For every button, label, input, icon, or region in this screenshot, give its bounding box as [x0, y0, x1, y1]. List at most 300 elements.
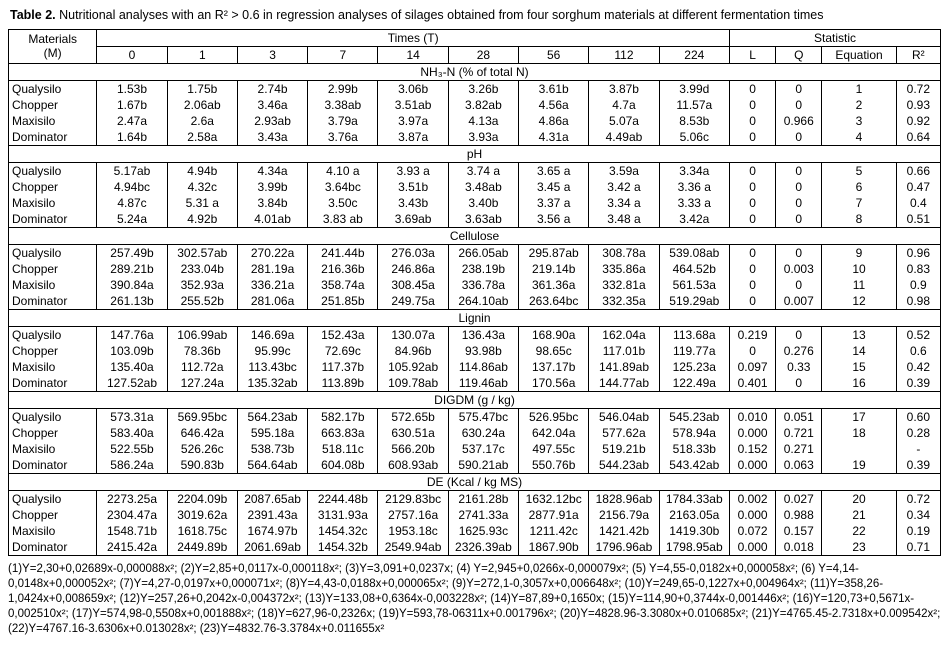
- cell-stat-l: 0.000: [729, 457, 775, 474]
- table-row: [9, 457, 941, 474]
- cell-value: 522.55b: [97, 441, 167, 457]
- cell-stat-l: 0: [729, 211, 775, 228]
- cell-value: 595.18a: [237, 425, 307, 441]
- cell-value: 2877.91a: [519, 507, 589, 523]
- table-row: [9, 195, 941, 211]
- cell-value: 4.94b: [167, 162, 237, 179]
- section-title-row: [9, 473, 941, 490]
- caption-text: Nutritional analyses with an R² > 0.6 in regression analyses of silages obtained from four sorghum materials at different fermentation times: [55, 8, 824, 22]
- header-time-28: 28: [448, 46, 518, 63]
- cell-value: 276.03a: [378, 244, 448, 261]
- cell-stat-l: 0.002: [729, 490, 775, 507]
- cell-stat-l: 0: [729, 293, 775, 310]
- header-time-3: 3: [237, 46, 307, 63]
- cell-value: 3.37 a: [519, 195, 589, 211]
- cell-value: 630.51a: [378, 425, 448, 441]
- header-time-1: 1: [167, 46, 237, 63]
- cell-value: 3.87a: [378, 129, 448, 146]
- cell-value: 3.50c: [308, 195, 378, 211]
- cell-value: 113.43bc: [237, 359, 307, 375]
- cell-value: 3.74 a: [448, 162, 518, 179]
- section-title: Cellulose: [9, 227, 941, 244]
- cell-stat-q: 0.027: [776, 490, 822, 507]
- cell-value: 117.01b: [589, 343, 659, 359]
- cell-value: 3019.62a: [167, 507, 237, 523]
- cell-stat-eq: 3: [822, 113, 896, 129]
- table-row: [9, 375, 941, 392]
- cell-value: 2156.79a: [589, 507, 659, 523]
- cell-value: 3.87b: [589, 80, 659, 97]
- table-row: [9, 343, 941, 359]
- cell-value: 2129.83bc: [378, 490, 448, 507]
- cell-stat-r2: 0.96: [896, 244, 940, 261]
- cell-value: 146.69a: [237, 326, 307, 343]
- cell-value: 3.26b: [448, 80, 518, 97]
- cell-stat-eq: 22: [822, 523, 896, 539]
- cell-stat-q: 0: [776, 162, 822, 179]
- cell-value: 564.23ab: [237, 408, 307, 425]
- cell-value: 3.51ab: [378, 97, 448, 113]
- cell-value: 663.83a: [308, 425, 378, 441]
- cell-value: 578.94a: [659, 425, 729, 441]
- cell-value: 168.90a: [519, 326, 589, 343]
- cell-stat-r2: 0.92: [896, 113, 940, 129]
- header-time-224: 224: [659, 46, 729, 63]
- cell-stat-q: 0.276: [776, 343, 822, 359]
- cell-value: 336.21a: [237, 277, 307, 293]
- cell-value: 1796.96ab: [589, 539, 659, 556]
- cell-value: 2304.47a: [97, 507, 167, 523]
- cell-value: 3.38ab: [308, 97, 378, 113]
- cell-value: 1953.18c: [378, 523, 448, 539]
- cell-stat-l: 0: [729, 343, 775, 359]
- cell-value: 3.79a: [308, 113, 378, 129]
- cell-stat-q: 0.721: [776, 425, 822, 441]
- cell-value: 3.65 a: [519, 162, 589, 179]
- cell-value: 358.74a: [308, 277, 378, 293]
- table-row: [9, 490, 941, 507]
- cell-value: 125.23a: [659, 359, 729, 375]
- cell-value: 630.24a: [448, 425, 518, 441]
- header-materials-label: Materials: [28, 32, 78, 47]
- cell-value: 518.33b: [659, 441, 729, 457]
- cell-value: 518.11c: [308, 441, 378, 457]
- cell-value: 1211.42c: [519, 523, 589, 539]
- cell-value: 5.06c: [659, 129, 729, 146]
- cell-stat-eq: 7: [822, 195, 896, 211]
- cell-stat-q: 0.157: [776, 523, 822, 539]
- cell-stat-l: 0: [729, 195, 775, 211]
- cell-stat-l: 0: [729, 113, 775, 129]
- cell-value: 3.36 a: [659, 179, 729, 195]
- cell-stat-q: 0.007: [776, 293, 822, 310]
- cell-value: 539.08ab: [659, 244, 729, 261]
- cell-value: 113.89b: [308, 375, 378, 392]
- cell-value: 4.49ab: [589, 129, 659, 146]
- cell-stat-r2: 0.9: [896, 277, 940, 293]
- cell-value: 127.24a: [167, 375, 237, 392]
- cell-stat-r2: 0.66: [896, 162, 940, 179]
- cell-value: 3.64bc: [308, 179, 378, 195]
- cell-value: 352.93a: [167, 277, 237, 293]
- cell-value: 2.99b: [308, 80, 378, 97]
- table-row: [9, 441, 941, 457]
- cell-value: 361.36a: [519, 277, 589, 293]
- cell-stat-q: 0.271: [776, 441, 822, 457]
- cell-stat-r2: 0.72: [896, 490, 940, 507]
- cell-value: 152.43a: [308, 326, 378, 343]
- cell-value: 583.40a: [97, 425, 167, 441]
- row-material: Chopper: [9, 507, 97, 523]
- cell-value: 2326.39ab: [448, 539, 518, 556]
- cell-stat-r2: 0.19: [896, 523, 940, 539]
- cell-value: 519.29ab: [659, 293, 729, 310]
- row-material: Maxisilo: [9, 277, 97, 293]
- cell-value: 572.65b: [378, 408, 448, 425]
- cell-value: 5.31 a: [167, 195, 237, 211]
- cell-value: 538.73b: [237, 441, 307, 457]
- cell-value: 3.97a: [378, 113, 448, 129]
- cell-stat-r2: 0.6: [896, 343, 940, 359]
- cell-value: 302.57ab: [167, 244, 237, 261]
- cell-value: 4.87c: [97, 195, 167, 211]
- cell-value: 141.89ab: [589, 359, 659, 375]
- cell-stat-q: 0.988: [776, 507, 822, 523]
- cell-value: 4.34a: [237, 162, 307, 179]
- cell-value: 526.26c: [167, 441, 237, 457]
- cell-stat-eq: 20: [822, 490, 896, 507]
- cell-stat-l: 0.219: [729, 326, 775, 343]
- cell-stat-q: 0: [776, 211, 822, 228]
- cell-value: 3.56 a: [519, 211, 589, 228]
- cell-value: 112.72a: [167, 359, 237, 375]
- cell-value: 497.55c: [519, 441, 589, 457]
- cell-stat-r2: 0.34: [896, 507, 940, 523]
- cell-value: 5.07a: [589, 113, 659, 129]
- cell-value: 2.58a: [167, 129, 237, 146]
- cell-value: 264.10ab: [448, 293, 518, 310]
- cell-stat-eq: 5: [822, 162, 896, 179]
- row-material: Qualysilo: [9, 244, 97, 261]
- row-material: Chopper: [9, 179, 97, 195]
- cell-stat-eq: 13: [822, 326, 896, 343]
- cell-value: 136.43a: [448, 326, 518, 343]
- cell-stat-q: 0: [776, 244, 822, 261]
- section-title-row: [9, 391, 941, 408]
- cell-value: 2415.42a: [97, 539, 167, 556]
- cell-value: 130.07a: [378, 326, 448, 343]
- cell-value: 1421.42b: [589, 523, 659, 539]
- cell-value: 105.92ab: [378, 359, 448, 375]
- cell-stat-l: 0: [729, 97, 775, 113]
- cell-value: 5.24a: [97, 211, 167, 228]
- cell-stat-eq: 18: [822, 425, 896, 441]
- cell-value: 119.77a: [659, 343, 729, 359]
- table-row: [9, 277, 941, 293]
- cell-value: 335.86a: [589, 261, 659, 277]
- cell-stat-r2: -: [896, 441, 940, 457]
- row-material: Qualysilo: [9, 326, 97, 343]
- cell-stat-l: 0: [729, 80, 775, 97]
- row-material: Chopper: [9, 97, 97, 113]
- cell-value: 2161.28b: [448, 490, 518, 507]
- cell-stat-q: 0: [776, 179, 822, 195]
- row-material: Dominator: [9, 129, 97, 146]
- cell-value: 2549.94ab: [378, 539, 448, 556]
- cell-value: 266.05ab: [448, 244, 518, 261]
- cell-stat-r2: 0.4: [896, 195, 940, 211]
- table-row: [9, 162, 941, 179]
- data-table: [8, 29, 941, 556]
- header-times: Times (T): [97, 29, 730, 46]
- cell-stat-q: 0.966: [776, 113, 822, 129]
- cell-value: 3.46a: [237, 97, 307, 113]
- cell-stat-eq: 2: [822, 97, 896, 113]
- cell-stat-l: 0.072: [729, 523, 775, 539]
- cell-value: 270.22a: [237, 244, 307, 261]
- table-row: [9, 80, 941, 97]
- table-row: [9, 523, 941, 539]
- table-row: [9, 359, 941, 375]
- row-material: Dominator: [9, 539, 97, 556]
- cell-value: 4.10 a: [308, 162, 378, 179]
- cell-value: 4.13a: [448, 113, 518, 129]
- cell-value: 4.31a: [519, 129, 589, 146]
- cell-value: 4.92b: [167, 211, 237, 228]
- cell-value: 336.78a: [448, 277, 518, 293]
- cell-value: 642.04a: [519, 425, 589, 441]
- cell-value: 308.45a: [378, 277, 448, 293]
- cell-stat-r2: 0.39: [896, 375, 940, 392]
- table-header: [9, 29, 941, 63]
- cell-value: 2.6a: [167, 113, 237, 129]
- cell-value: 3.43a: [237, 129, 307, 146]
- table-row: [9, 179, 941, 195]
- row-material: Chopper: [9, 425, 97, 441]
- cell-stat-eq: 4: [822, 129, 896, 146]
- cell-value: 4.56a: [519, 97, 589, 113]
- cell-stat-q: 0: [776, 195, 822, 211]
- cell-value: 3.43b: [378, 195, 448, 211]
- cell-value: 544.23ab: [589, 457, 659, 474]
- cell-value: 590.83b: [167, 457, 237, 474]
- cell-value: 464.52b: [659, 261, 729, 277]
- cell-value: 170.56a: [519, 375, 589, 392]
- section-title: pH: [9, 145, 941, 162]
- cell-value: 3.34 a: [589, 195, 659, 211]
- cell-stat-r2: 0.51: [896, 211, 940, 228]
- table-row: [9, 97, 941, 113]
- cell-stat-l: 0: [729, 244, 775, 261]
- cell-value: 3.84b: [237, 195, 307, 211]
- cell-value: 1674.97b: [237, 523, 307, 539]
- cell-value: 3.42 a: [589, 179, 659, 195]
- cell-value: 251.85b: [308, 293, 378, 310]
- cell-value: 2.93ab: [237, 113, 307, 129]
- table-row: [9, 507, 941, 523]
- cell-value: 608.93ab: [378, 457, 448, 474]
- table-row: [9, 129, 941, 146]
- cell-value: 545.23ab: [659, 408, 729, 425]
- row-material: Maxisilo: [9, 359, 97, 375]
- cell-value: 4.86a: [519, 113, 589, 129]
- caption-label: Table 2.: [10, 8, 56, 22]
- cell-value: 573.31a: [97, 408, 167, 425]
- cell-stat-l: 0: [729, 277, 775, 293]
- cell-value: 162.04a: [589, 326, 659, 343]
- cell-value: 3.93a: [448, 129, 518, 146]
- cell-value: 113.68a: [659, 326, 729, 343]
- cell-value: 1632.12bc: [519, 490, 589, 507]
- header-time-112: 112: [589, 46, 659, 63]
- cell-value: 103.09b: [97, 343, 167, 359]
- cell-value: 2204.09b: [167, 490, 237, 507]
- cell-value: 586.24a: [97, 457, 167, 474]
- header-stat-equation: Equation: [822, 46, 896, 63]
- section-title: Lignin: [9, 309, 941, 326]
- cell-stat-eq: 15: [822, 359, 896, 375]
- row-material: Maxisilo: [9, 523, 97, 539]
- cell-value: 216.36b: [308, 261, 378, 277]
- cell-value: 550.76b: [519, 457, 589, 474]
- cell-value: 2391.43a: [237, 507, 307, 523]
- cell-value: 2244.48b: [308, 490, 378, 507]
- row-material: Dominator: [9, 211, 97, 228]
- header-stat-r2: R²: [896, 46, 940, 63]
- cell-value: 3.33 a: [659, 195, 729, 211]
- cell-stat-q: 0.063: [776, 457, 822, 474]
- cell-value: 646.42a: [167, 425, 237, 441]
- header-time-56: 56: [519, 46, 589, 63]
- cell-value: 3.45 a: [519, 179, 589, 195]
- cell-value: 3.42a: [659, 211, 729, 228]
- cell-stat-r2: 0.93: [896, 97, 940, 113]
- cell-stat-r2: 0.47: [896, 179, 940, 195]
- cell-value: 2.47a: [97, 113, 167, 129]
- cell-value: 2741.33a: [448, 507, 518, 523]
- cell-value: 3.76a: [308, 129, 378, 146]
- cell-value: 2757.16a: [378, 507, 448, 523]
- cell-stat-eq: 14: [822, 343, 896, 359]
- cell-value: 109.78ab: [378, 375, 448, 392]
- cell-value: 1.53b: [97, 80, 167, 97]
- cell-value: 147.76a: [97, 326, 167, 343]
- cell-value: 233.04b: [167, 261, 237, 277]
- table-row: [9, 293, 941, 310]
- cell-stat-l: 0.000: [729, 507, 775, 523]
- cell-value: 281.19a: [237, 261, 307, 277]
- cell-value: 249.75a: [378, 293, 448, 310]
- cell-stat-l: 0.010: [729, 408, 775, 425]
- cell-value: 93.98b: [448, 343, 518, 359]
- cell-stat-l: 0.000: [729, 425, 775, 441]
- cell-stat-eq: 8: [822, 211, 896, 228]
- cell-stat-q: 0: [776, 277, 822, 293]
- cell-stat-q: 0.018: [776, 539, 822, 556]
- row-material: Chopper: [9, 261, 97, 277]
- cell-stat-l: 0.097: [729, 359, 775, 375]
- table-row: [9, 211, 941, 228]
- cell-value: 95.99c: [237, 343, 307, 359]
- cell-value: 5.17ab: [97, 162, 167, 179]
- cell-value: 566.20b: [378, 441, 448, 457]
- cell-stat-eq: 21: [822, 507, 896, 523]
- cell-value: 98.65c: [519, 343, 589, 359]
- cell-value: 2273.25a: [97, 490, 167, 507]
- cell-stat-l: 0: [729, 179, 775, 195]
- cell-value: 1828.96ab: [589, 490, 659, 507]
- cell-value: 3.61b: [519, 80, 589, 97]
- cell-value: 1454.32b: [308, 539, 378, 556]
- cell-value: 575.47bc: [448, 408, 518, 425]
- cell-stat-q: 0: [776, 326, 822, 343]
- table-row: [9, 326, 941, 343]
- cell-value: 4.7a: [589, 97, 659, 113]
- cell-value: 3.59a: [589, 162, 659, 179]
- cell-stat-eq: 12: [822, 293, 896, 310]
- row-material: Maxisilo: [9, 113, 97, 129]
- cell-value: 127.52ab: [97, 375, 167, 392]
- cell-value: 543.42ab: [659, 457, 729, 474]
- row-material: Dominator: [9, 457, 97, 474]
- row-material: Chopper: [9, 343, 97, 359]
- section-title: NH₃-N (% of total N): [9, 63, 941, 80]
- cell-stat-r2: 0.83: [896, 261, 940, 277]
- table-row: [9, 113, 941, 129]
- cell-value: 289.21b: [97, 261, 167, 277]
- cell-stat-l: 0: [729, 129, 775, 146]
- cell-value: 2.74b: [237, 80, 307, 97]
- cell-value: 3.69ab: [378, 211, 448, 228]
- cell-stat-eq: 6: [822, 179, 896, 195]
- table-caption: [10, 8, 941, 24]
- cell-value: 3.51b: [378, 179, 448, 195]
- cell-value: 246.86a: [378, 261, 448, 277]
- cell-value: 119.46ab: [448, 375, 518, 392]
- cell-stat-r2: 0.28: [896, 425, 940, 441]
- cell-stat-eq: 10: [822, 261, 896, 277]
- table-row: [9, 408, 941, 425]
- cell-value: 526.95bc: [519, 408, 589, 425]
- cell-stat-eq: 11: [822, 277, 896, 293]
- cell-value: 4.32c: [167, 179, 237, 195]
- cell-stat-q: 0.003: [776, 261, 822, 277]
- header-time-14: 14: [378, 46, 448, 63]
- cell-stat-eq: [822, 441, 896, 457]
- header-materials: [9, 29, 97, 63]
- cell-value: 1.67b: [97, 97, 167, 113]
- cell-value: 4.01ab: [237, 211, 307, 228]
- equations-block: (1)Y=2,30+0,02689x-0,000088x²; (2)Y=2,85+0,0117x-0,000118x²; (3)Y=3,091+0,0237x; (4) Y=2,945+0,0266x-0,000079x²; (5) Y=4,55-0,0182x+0,000058x²; (6) Y=4,14-0,0148x+0,000052x²; (7)Y=4,27-0,0197x+0,000071x²; (8)Y=4,43-0,0188x+0,000065x²; (9)Y=272,1-0,3057x+0,006648x²; (10)Y=249,65-0,1227x+0,004964x²; (11)Y=358,26-1,0424x+0,008659x²; (12)Y=257,26+0,2042x-0,004372x²; (13)Y=133,08+0,6364x-0,003228x²; (14)Y=87,89+0,1650x; (15)Y=114,90+0,3744x-0,001446x²; (16)Y=120,73+0,5671x-0,002510x²; (17)Y=574,98-0,5508x+0,001888x²; (18)Y=627,96-0,2326x; (19)Y=593,78-06311x+0.001796x²; (20)Y=4828.96-3.3080x+0.010685x²; (21)Y=4765.45-2.7318x+0.009542x²; (22)Y=4767.16-3.6306x+0.013028x²; (23)Y=4832.76-3.3784x+0.011655x²: [8, 562, 941, 636]
- cell-stat-r2: 0.42: [896, 359, 940, 375]
- cell-stat-q: 0: [776, 129, 822, 146]
- cell-value: 114.86ab: [448, 359, 518, 375]
- cell-value: 604.08b: [308, 457, 378, 474]
- cell-value: 3.99d: [659, 80, 729, 97]
- cell-value: 219.14b: [519, 261, 589, 277]
- cell-value: 390.84a: [97, 277, 167, 293]
- cell-stat-eq: 17: [822, 408, 896, 425]
- header-stat-l: L: [729, 46, 775, 63]
- cell-value: 3.93 a: [378, 162, 448, 179]
- cell-value: 519.21b: [589, 441, 659, 457]
- section-title-row: [9, 63, 941, 80]
- row-material: Dominator: [9, 375, 97, 392]
- cell-value: 1798.95ab: [659, 539, 729, 556]
- cell-stat-l: 0.152: [729, 441, 775, 457]
- cell-value: 3.63ab: [448, 211, 518, 228]
- header-row-cols: [9, 46, 941, 63]
